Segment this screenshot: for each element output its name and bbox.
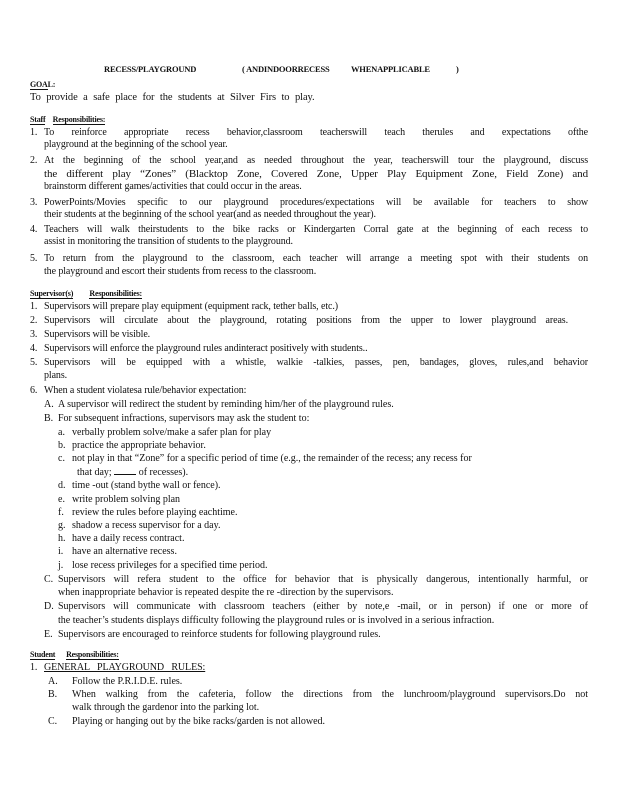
student-rule-c-label: C. — [48, 716, 58, 727]
document-page: RECESS/PLAYGROUND ( ANDINDOORRECESS WHENAPPLICABLE ) GOAL: To provide a safe place for the students at Silver Firs to play. Staff Responsibilities: 1. To reinforce appropriate recess behavior,classroom teacherswill teach therules and expectations ofthe playground at the beginning of the school year. 2. At the beginning of the school year,and as needed throughout the year, teacherswill tour the playground, discuss the different play “Zones” (Blacktop Zone, Covered Zone, Upper Play Equipment Zone, Field Zone) and brainstorm different games/activities that could occur in the areas. 3. PowerPoints/Movies specific to our playground procedures/expectations will be available for teachers to show their students at the beginning of the school year(and as needed throughout the year). 4. Teachers will walk theirstudents to the bike racks or Kindergarten Corral gate at the beginning of each recess to assist in monitoring the transition of students to the playground. 5. To return from the playground to the classroom, each teacher will arrange a meeting spot with their students on the playground and escort their students from recess to the classroom. Supervisor(s) Responsibilities: 1. Supervisors will prepare play equipment (equipment rack, tether balls, etc.) 2. Supervisors will circulate about the playground, rotating positions from the upper to lower playground areas. 3. Supervisors will be visible. 4. Supervisors will enforce the playground rules andinteract positively with students.. 5. Supervisors will be equipped with a whistle, walkie -talkies, passes, pen, bandages, gloves, rules,and behavior plans. 6. When a student violatesa rule/behavior expectation: A. A supervisor will redirect the student by reminding him/her of the playground rules. B. For subsequent infractions, supervisors may ask the student to: a. verbally problem solve/make a safer plan for play b. practice the appropriate behavior. c. not play in that “Zone” for a specific period of time (e.g., the remainder of the recess; any recess for that day; of recesses). d. time -out (stand bythe wall or fence). e. write problem solving plan f. review the rules before playing eachtime. g. shadow a recess supervisor for a day. h. have a daily recess contract. i. have an alternative recess. j. lose recess privileges for a specified time period. C. Supervisors will refera student to the office for behavior that is physically dangerous, intentionally harmful, or when inappropriate behavior is repeated despite the re -direction by the supervisors. D. Supervisors will communicate with classroom teachers (either by note,e -mail, or in person) if one or more of the teacher’s students displays difficulty following the playground rules or is involved in a serious infraction. E. Supervisors are encouraged to reinforce students for following playground rules. Student Responsibilities: 1. GENERAL PLAYGROUND RULES: A. Follow the P.R.I.D.E. rules. B. When walking from the cafeteria, follow the directions from the lunchroom/playground supervisors.Do not walk through the gardenor into the parking lot. C. Playing or hanging out by the bike racks/garden is not allowed. — [0, 0, 618, 800]
student-rule-b-label: B. — [48, 689, 58, 700]
supervisor-step-c-label: C. — [44, 574, 54, 585]
option-c-cont: that day; of recesses). — [77, 467, 189, 478]
option-h-label: h. — [58, 533, 66, 544]
student-rule-a: Follow the P.R.I.D.E. rules. — [72, 676, 183, 687]
staff-item-4-line-2: assist in monitoring the transition of students to the playground. — [44, 236, 293, 247]
option-b: practice the appropriate behavior. — [72, 440, 206, 451]
goal-text: To provide a safe place for the students at Silver Firs to play. — [30, 92, 315, 103]
option-d-label: d. — [58, 480, 66, 491]
option-a: verbally problem solve/make a safer plan for play — [72, 427, 272, 438]
option-b-label: b. — [58, 440, 66, 451]
supervisor-step-a-label: A. — [44, 399, 54, 410]
staff-item-1-line-2: playground at the beginning of the school year. — [44, 139, 228, 150]
student-rule-b: When walking from the cafeteria, follow the directions from the lunchroom/playground supervisors.Do not — [72, 689, 588, 700]
supervisor-step-a: A supervisor will redirect the student by reminding him/her of the playground rules. — [58, 399, 394, 410]
supervisor-step-b: For subsequent infractions, supervisors may ask the student to: — [58, 413, 310, 424]
goal-underline — [30, 89, 48, 90]
option-j-label: j. — [58, 560, 64, 571]
supervisor-step-e-label: E. — [44, 629, 53, 640]
option-j: lose recess privileges for a specified time period. — [72, 560, 268, 571]
option-g-label: g. — [58, 520, 66, 531]
goal-heading: GOAL: — [30, 80, 56, 89]
blank-underline — [114, 466, 136, 475]
option-i-label: i. — [58, 546, 64, 557]
supervisor-step-d-label: D. — [44, 601, 54, 612]
option-e-label: e. — [58, 494, 65, 505]
student-heading: Student Responsibilities: — [30, 650, 119, 659]
student-rule-c: Playing or hanging out by the bike racks/garden is not allowed. — [72, 716, 326, 727]
staff-item-3-line-2: their students at the beginning of the school year(and as needed throughout the year). — [44, 209, 376, 220]
document-title — [0, 64, 618, 78]
staff-item-2-line-2: the different play “Zones” (Blacktop Zone, Covered Zone, Upper Play Equipment Zone, Field Zone) and — [44, 168, 588, 180]
supervisor-step-d: Supervisors will communicate with classroom teachers (either by note,e -mail, or in person) if one or more of — [58, 601, 588, 612]
option-e: write problem solving plan — [72, 494, 181, 505]
option-a-label: a. — [58, 427, 65, 438]
supervisor-step-c: Supervisors will refera student to the office for behavior that is physically dangerous, intentionally harmful, or — [58, 574, 588, 585]
supervisor-step-d-line-2: the teacher’s students displays difficulty following the playground rules or is involved in a serious infraction. — [58, 615, 495, 626]
option-i: have an alternative recess. — [72, 546, 177, 557]
staff-item-5-line-2: the playground and escort their students from recess to the classroom. — [44, 266, 317, 277]
option-d: time -out (stand bythe wall or fence). — [72, 480, 221, 491]
option-g: shadow a recess supervisor for a day. — [72, 520, 221, 531]
supervisor-item-5-cont: plans. — [44, 370, 68, 381]
option-f-label: f. — [58, 507, 64, 518]
supervisor-step-e: Supervisors are encouraged to reinforce students for following playground rules. — [58, 629, 381, 640]
student-rule-b-line-2: walk through the gardenor into the parking lot. — [72, 702, 260, 713]
option-c-label: c. — [58, 453, 65, 464]
title-right: WHENAPPLICABLE — [351, 64, 430, 74]
title-paren: ) — [456, 64, 459, 74]
student-rule-a-label: A. — [48, 676, 58, 687]
supervisors-heading: Supervisor(s) Responsibilities: — [30, 289, 142, 298]
staff-item-2-line-3: brainstorm different games/activities that could occur in the areas. — [44, 181, 302, 192]
option-c: not play in that “Zone” for a specific period of time (e.g., the remainder of the recess; any recess for — [72, 453, 472, 464]
supervisor-step-c-line-2: when inappropriate behavior is repeated despite the re -direction by the supervisors. — [58, 587, 394, 598]
supervisor-step-b-label: B. — [44, 413, 54, 424]
staff-heading: Staff Responsibilities: — [30, 115, 106, 124]
option-f: review the rules before playing eachtime. — [72, 507, 238, 518]
option-h: have a daily recess contract. — [72, 533, 185, 544]
title-mid: ( ANDINDOORRECESS — [242, 64, 330, 74]
title-left: RECESS/PLAYGROUND — [104, 64, 197, 74]
